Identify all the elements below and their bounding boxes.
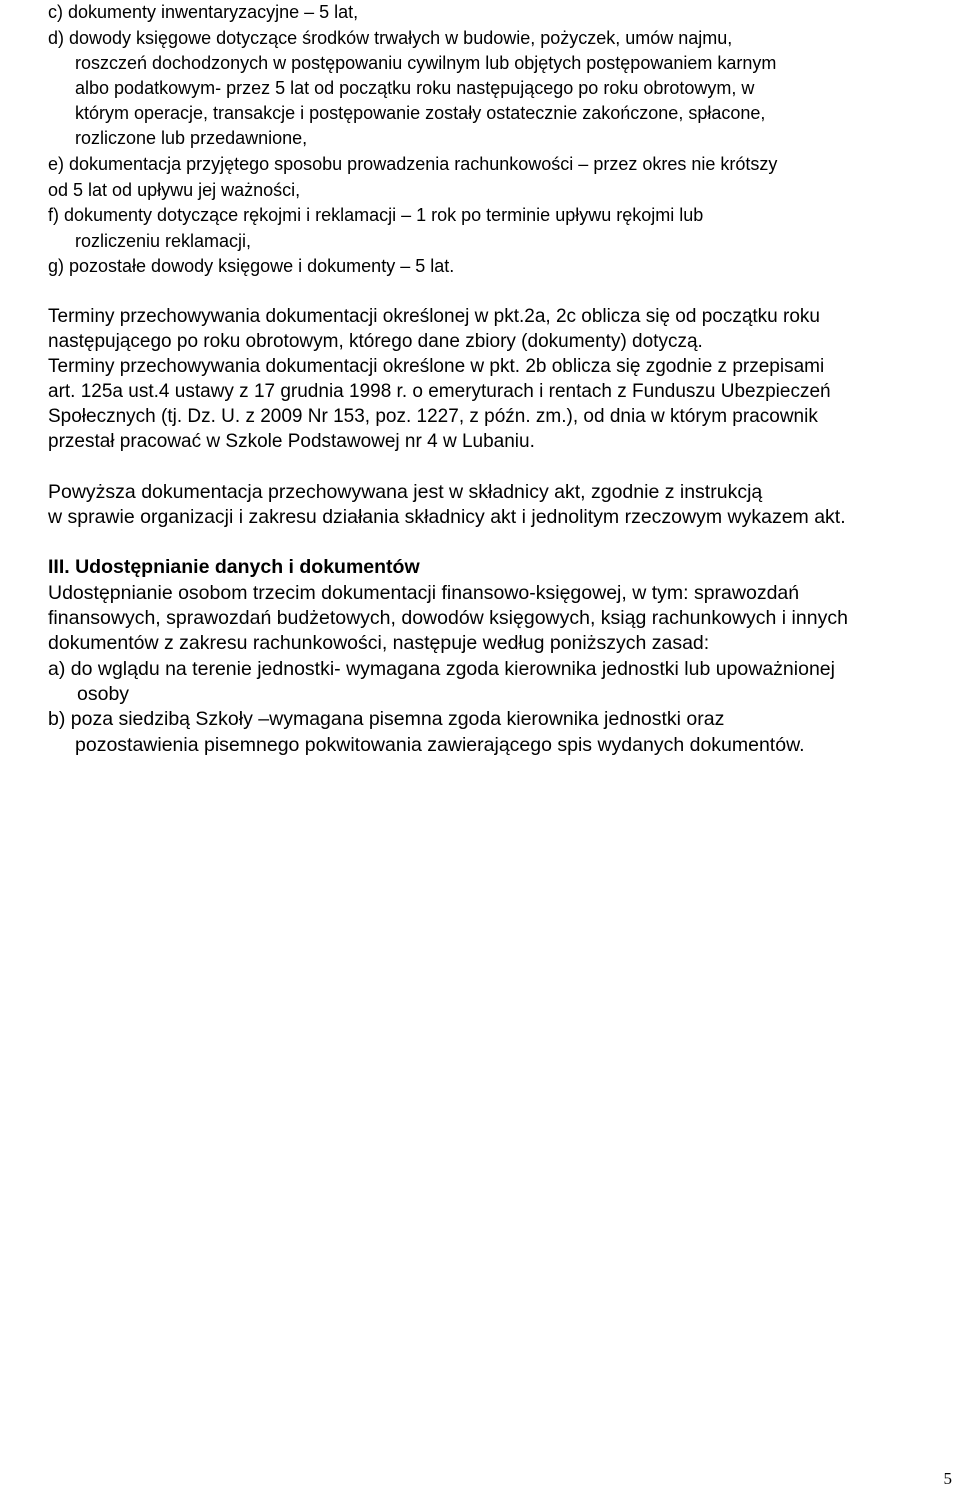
section-heading: III. Udostępnianie danych i dokumentów [48,556,420,578]
paragraph-line: Społecznych (tj. Dz. U. z 2009 Nr 153, poz. 1227, z późn. zm.), od dnia w którym pracownik [48,406,818,427]
list-item-b: b) poza siedzibą Szkoły –wymagana pisemna zgoda kierownika jednostki oraz [48,708,725,730]
list-item-d-continuation: roszczeń dochodzonych w postępowaniu cywilnym lub objętych postępowaniem karnym [75,53,777,73]
list-item-c: c) dokumenty inwentaryzacyjne – 5 lat, [48,2,359,22]
list-item-b-continuation: pozostawienia pisemnego pokwitowania zawierającego spis wydanych dokumentów. [75,734,805,756]
paragraph-line: Udostępnianie osobom trzecim dokumentacji finansowo-księgowej, w tym: sprawozdań [48,582,800,604]
list-item-a-continuation: osoby [77,683,130,705]
paragraph-line: art. 125a ust.4 ustawy z 17 grudnia 1998 r. o emeryturach i rentach z Funduszu Ubezpieczeń [48,381,831,402]
list-item-e-continuation: od 5 lat od upływu jej ważności, [48,180,301,200]
page-number: 5 [943,1469,952,1488]
list-item-e: e) dokumentacja przyjętego sposobu prowadzenia rachunkowości – przez okres nie krótszy [48,154,778,174]
list-item-d: d) dowody księgowe dotyczące środków trwałych w budowie, pożyczek, umów najmu, [48,28,733,48]
list-item-d-continuation: albo podatkowym- przez 5 lat od początku roku następującego po roku obrotowym, w [75,78,755,98]
list-item-d-continuation: którym operacje, transakcje i postępowanie zostały ostatecznie zakończone, spłacone, [75,103,766,123]
list-item-f-continuation: rozliczeniu reklamacji, [75,231,252,251]
list-item-a: a) do wglądu na terenie jednostki- wymagana zgoda kierownika jednostki lub upoważnionej [48,658,835,680]
paragraph-line: w sprawie organizacji i zakresu działania składnicy akt i jednolitym rzeczowym wykazem akt. [48,506,846,528]
paragraph-line: Terminy przechowywania dokumentacji określonej w pkt.2a, 2c oblicza się od początku roku [48,306,820,327]
paragraph-line: następującego po roku obrotowym, którego dane zbiory (dokumenty) dotyczą. [48,331,703,352]
paragraph-line: Terminy przechowywania dokumentacji określone w pkt. 2b oblicza się zgodnie z przepisami [48,356,825,377]
list-item-d-continuation: rozliczone lub przedawnione, [75,128,308,148]
list-item-f: f) dokumenty dotyczące rękojmi i reklamacji – 1 rok po terminie upływu rękojmi lub [48,205,704,225]
paragraph-line: Powyższa dokumentacja przechowywana jest w składnicy akt, zgodnie z instrukcją [48,481,763,503]
paragraph-line: finansowych, sprawozdań budżetowych, dowodów księgowych, ksiąg rachunkowych i innych [48,607,848,629]
list-item-g: g) pozostałe dowody księgowe i dokumenty – 5 lat. [48,256,455,276]
paragraph-line: dokumentów z zakresu rachunkowości, następuje według poniższych zasad: [48,632,710,654]
paragraph-line: przestał pracować w Szkole Podstawowej nr 4 w Lubaniu. [48,431,535,452]
